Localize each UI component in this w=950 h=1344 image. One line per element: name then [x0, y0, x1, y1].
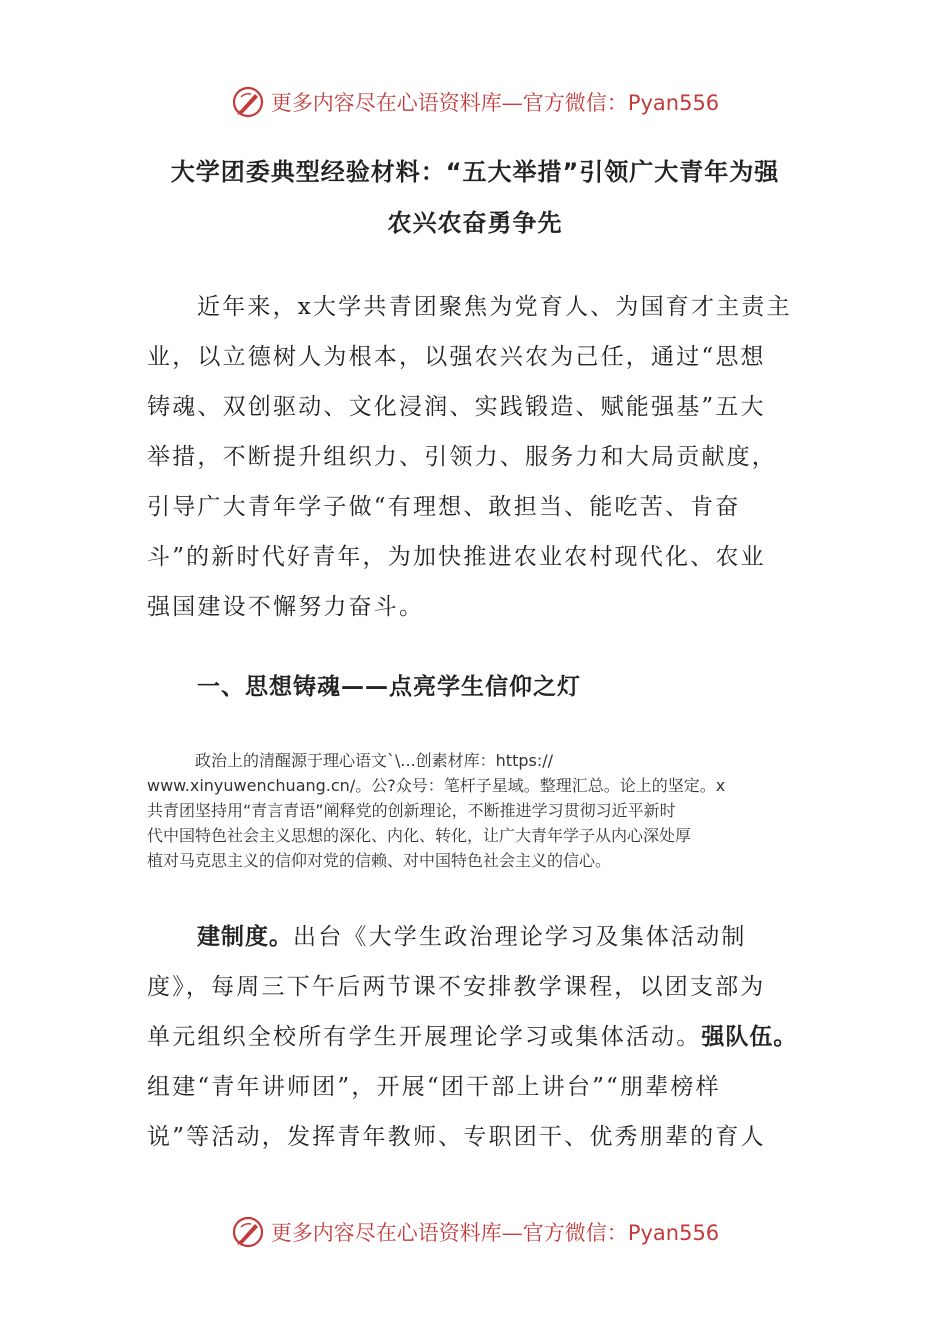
body-paragraph — [147, 912, 807, 1162]
body-line: 组建“青年讲师团”，开展“团干部上讲台”“朋辈榜样 — [147, 1074, 721, 1100]
intro-paragraph — [147, 282, 807, 632]
pen-circle-logo-icon — [231, 1215, 265, 1249]
section-heading: 一、思想铸魂——点亮学生信仰之灯 — [197, 674, 581, 700]
intro-line: 斗”的新时代好青年，为加快推进农业农村现代化、农业 — [147, 544, 766, 570]
banner-text — [271, 87, 719, 117]
small-line: 植对马克思主义的信仰对党的信赖、对中国特色社会主义的信心。 — [147, 851, 612, 870]
banner-text — [271, 1217, 719, 1247]
document-title-line2: 农兴农奋勇争先 — [387, 209, 563, 237]
header-banner — [0, 82, 950, 122]
intro-line: 铸魂、双创驱动、文化浸润、实践锻造、赋能强基”五大 — [147, 394, 766, 420]
bold-phrase: 强队伍。 — [701, 1024, 798, 1050]
footer-banner — [0, 1212, 950, 1252]
intro-line: 近年来，x大学共青团聚焦为党育人、为国育才主责主 — [197, 294, 792, 320]
intro-line: 引导广大青年学子做“有理想、敢担当、能吃苦、肯奋 — [147, 494, 741, 520]
intro-line: 强国建设不懈努力奋斗。 — [147, 594, 425, 620]
banner-handle: Pyan556 — [627, 91, 720, 115]
document-title-line1: 大学团委典型经验材料：“五大举措”引领广大青年为强 — [170, 158, 780, 186]
small-line: www.xinyuwenchuang.cn/。公?众号：笔杆子星域。整理汇总。论上的坚定。x — [147, 776, 726, 795]
body-line: 说”等活动，发挥青年教师、专职团干、优秀朋辈的育人 — [147, 1124, 766, 1150]
small-line: 共青团坚持用“青言青语”阐释党的创新理论，不断推进学习贯彻习近平新时 — [147, 801, 676, 820]
intro-line: 业，以立德树人为根本，以强农兴农为己任，通过“思想 — [147, 344, 766, 370]
banner-label: 更多内容尽在心语资料库—官方微信： — [270, 91, 628, 115]
intro-line: 举措，不断提升组织力、引领力、服务力和大局贡献度， — [147, 444, 777, 470]
body-line: 度》，每周三下午后两节课不安排教学课程，以团支部为 — [147, 974, 766, 1000]
pen-circle-logo-icon — [231, 85, 265, 119]
body-text: 出台《大学生政治理论学习及集体活动制 — [293, 924, 747, 950]
bold-phrase: 建制度。 — [197, 924, 293, 950]
small-line: 代中国特色社会主义思想的深化、内化、转化，让广大青年学子从内心深处厚 — [147, 826, 692, 845]
body-line — [147, 1012, 807, 1062]
small-line: 政治上的清醒源于理心语文`\...创素材库：https:// — [195, 751, 554, 770]
banner-handle: Pyan556 — [627, 1221, 720, 1245]
banner-label: 更多内容尽在心语资料库—官方微信： — [270, 1221, 628, 1245]
body-text: 单元组织全校所有学生开展理论学习或集体活动。 — [147, 1024, 702, 1050]
section-small-paragraph — [147, 748, 807, 873]
body-line — [147, 912, 807, 962]
